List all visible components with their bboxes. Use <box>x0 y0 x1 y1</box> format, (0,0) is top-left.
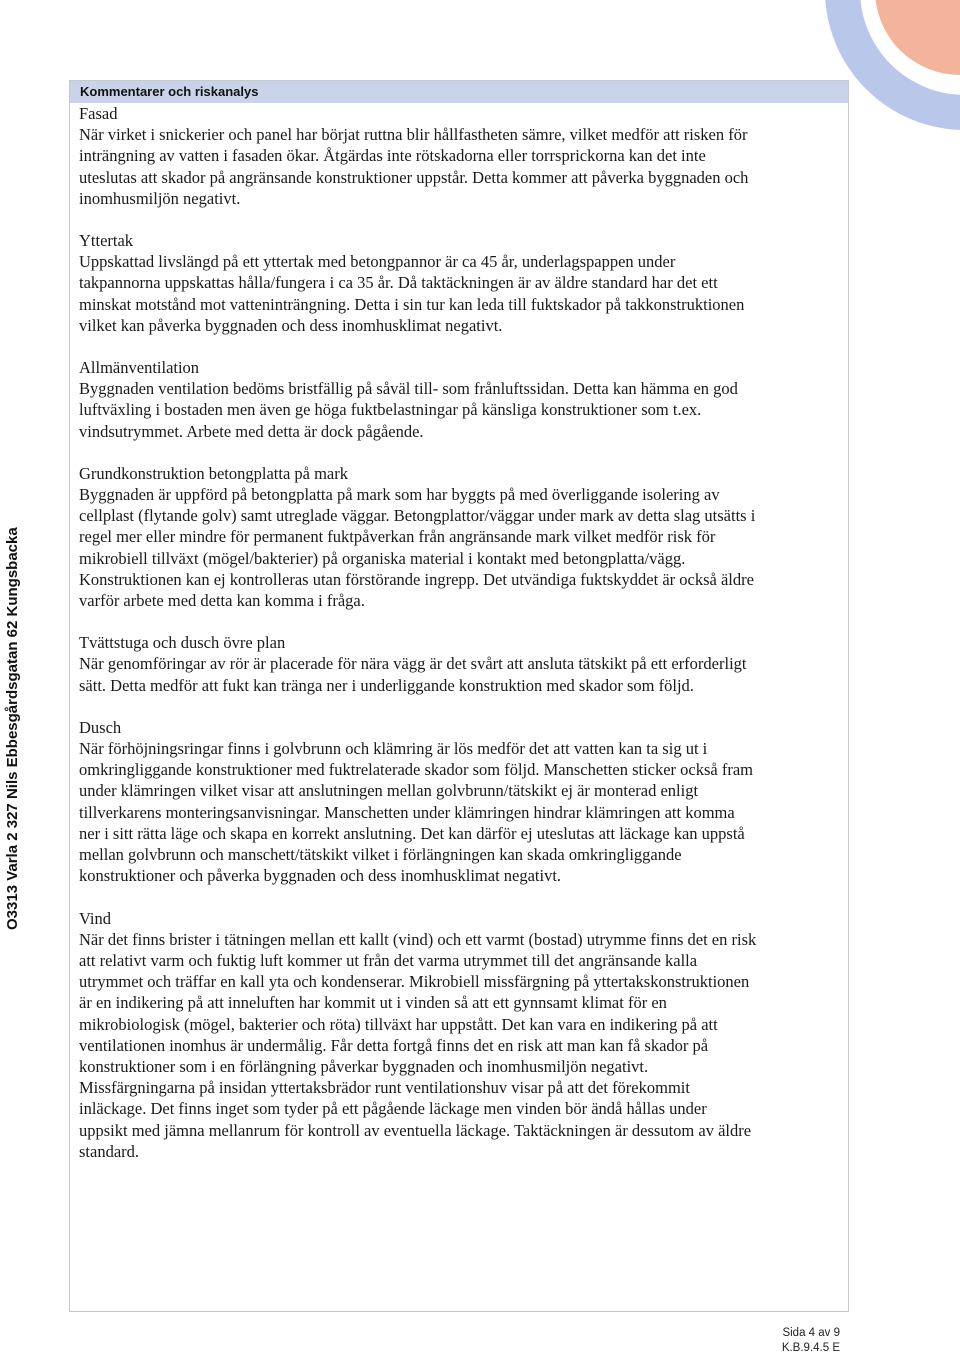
section-text: När genomföringar av rör är placerade för nära vägg är det svårt att ansluta tätskikt på ett erforderligt sätt. Detta medför att fukt kan tränga ner i underliggande konstruktion med skador som följd. <box>79 654 747 695</box>
section-tvattstuga <box>79 632 838 696</box>
section-vind <box>79 908 838 1162</box>
section-heading: Allmänventilation <box>79 358 200 378</box>
section-heading: Tvättstuga och dusch övre plan <box>79 633 286 653</box>
section-text: Uppskattad livslängd på ett yttertak med betongpannor är ca 45 år, underlagspappen under takpannorna uppskattas hålla/fungera i ca 35 år. Då taktäckningen är av äldre standard har det ett minskat motstånd mot vatteninträngning. Detta i sin tur kan leda till fuktskador på takkonstruktionen vilket kan påverka byggnaden och dess inomhusklimat negativt. <box>79 252 745 335</box>
section-heading: Yttertak <box>79 231 134 251</box>
section-text: När virket i snickerier och panel har börjat ruttna blir hållfastheten sämre, vilket medför att risken för inträngning av vatten i fasaden ökar. Åtgärdas inte rötskadorna eller torrsprickorna kan det inte uteslutas att skador på angränsande konstruktioner uppstår. Detta kommer att påverka byggnaden och inomhusmiljön negativt. <box>79 125 749 208</box>
section-heading: Vind <box>79 908 112 928</box>
section-text: Byggnaden är uppförd på betongplatta på mark som har byggts på med överliggande isolering av cellplast (flytande golv) samt utreglade väggar. Betongplattor/väggar under mark av detta slag utsätts i regel mer eller mindre för permanent fuktpåverkan från angränsande mark vilket medför risk för mikrobiell tillväxt (mögel/bakterier) på organiska material i kontakt med betongplatta/vägg. Konstruktionen kan ej kontrolleras utan förstörande ingrepp. Det utvändiga fuktskyddet är också äldre varför arbete med detta kan komma i fråga. <box>79 485 756 611</box>
document-code: K.B.9.4.5 E <box>781 1342 840 1354</box>
section-heading: Dusch <box>79 717 122 737</box>
box-header-title: Kommentarer och riskanalys <box>70 81 848 103</box>
section-text: Byggnaden ventilation bedöms bristfällig på såväl till- som frånluftssidan. Detta kan hämma en god luftväxling i bostaden men även ge höga fuktbelastningar på känsliga konstruktioner som t.ex. vindsutrymmet. Arbete med detta är dock pågående. <box>79 379 738 441</box>
section-heading: Fasad <box>79 104 118 123</box>
section-text: När förhöjningsringar finns i golvbrunn och klämring är lös medför det att vatten kan ta sig ut i omkringliggande konstruktioner med fuktrelaterade skador som följd. Manschetten sticker också fram under klämringen vilket visar att anslutningen mellan golvbrunn/tätskikt ej är monterad enligt tillverkarens monteringsanvisningar. Manschetten under klämringen hindrar klämringen att komma ner i sitt rätta läge och skapa en korrekt anslutning. Det kan därför ej uteslutas att läckage kan uppstå mellan golvbrunn och manschett/tätskikt vilket i förlängningen kan skada omkringliggande konstruktioner och påverka byggnaden och dess inomhusklimat negativt. <box>79 739 754 886</box>
document-side-label: O3313 Varla 2 327 Nils Ebbesgårdsgatan 62 Kungsbacka <box>4 527 21 930</box>
section-text: När det finns brister i tätningen mellan ett kallt (vind) och ett varmt (bostad) utrymme finns det en risk att relativt varm och fuktig luft kommer ut från det varma utrymmet till det angränsande kalla utrymmet och träffar en kall yta och kondenserar. Mikrobiell missfärgning på yttertakskonstruktionen är en indikering på att inneluften har kommit ut i vinden så att ett gynnsamt klimat för en mikrobiologisk (mögel, bakterier och röta) tillväxt har uppstått. Det kan vara en indikering på att ventilationen inomhus är undermålig. Får detta fortgå finns det en risk att man kan få skador på konstruktioner som i en förlängning påverkar byggnaden och inomhusmiljön negativt. Missfärgningarna på insidan yttertaksbrädor runt ventilationshuv visar på att det förekommit inläckage. Det finns inget som tyder på ett pågående läckage men vinden bör ändå hållas under uppsikt med jämna mellanrum för kontroll av eventuella läckage. Taktäckningen är dessutom av äldre standard. <box>79 929 757 1161</box>
section-fasad <box>79 103 838 209</box>
section-yttertak <box>79 230 838 336</box>
section-dusch <box>79 717 838 887</box>
page-footer <box>782 1326 840 1356</box>
comments-risk-analysis-box <box>69 80 849 1312</box>
box-content <box>70 103 848 1162</box>
section-grundkonstruktion <box>79 463 838 611</box>
section-heading: Grundkonstruktion betongplatta på mark <box>79 463 348 483</box>
section-allmanventilation <box>79 357 838 442</box>
page-number: Sida 4 av 9 <box>782 1327 840 1339</box>
